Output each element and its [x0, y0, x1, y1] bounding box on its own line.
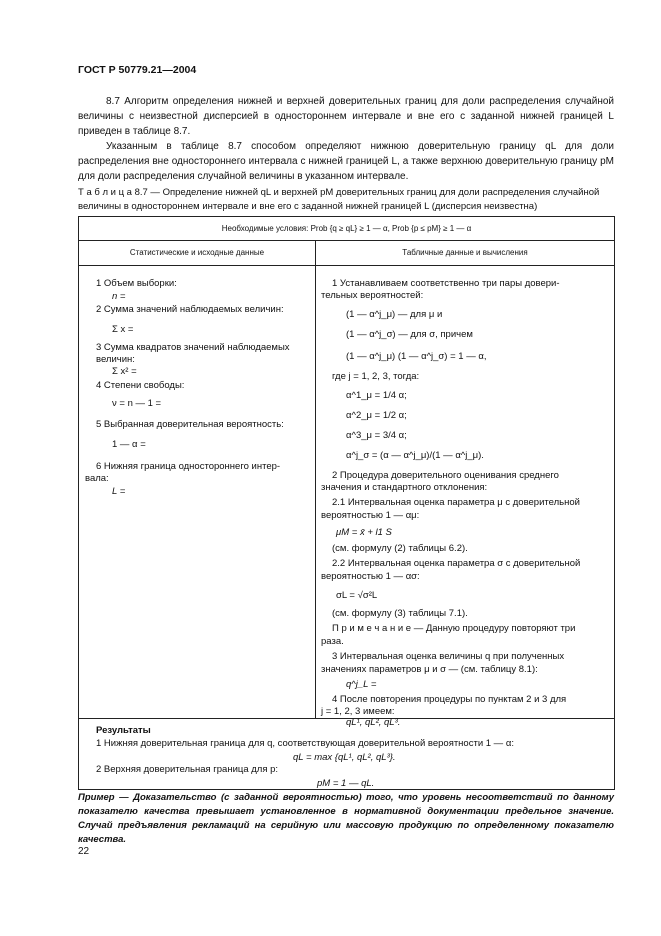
right-line: 3 Интервальная оценка величины q при полученных	[332, 651, 565, 662]
right-line: α^3_μ = 3/4 α;	[346, 430, 407, 441]
right-line: (1 — α^j_μ) — для μ и	[346, 309, 443, 320]
left-line: ν = n — 1 =	[112, 398, 162, 409]
right-line: σL = √σ²L	[336, 590, 378, 601]
results-heading: Результаты	[96, 725, 151, 736]
right-line: (1 — α^j_μ) (1 — α^j_σ) = 1 — α,	[346, 351, 487, 362]
right-line: α^1_μ = 1/4 α;	[346, 390, 407, 401]
right-line: α^2_μ = 1/2 α;	[346, 410, 407, 421]
results-line: 2 Верхняя доверительная граница для p:	[96, 764, 279, 775]
left-line: величин:	[96, 354, 135, 365]
right-line: значениях параметров μ и σ — (см. таблицу 8.1):	[321, 664, 538, 675]
right-line: вероятностью 1 — ασ:	[321, 571, 420, 582]
right-line: значения и стандартного отклонения:	[321, 482, 488, 493]
right-line: раза.	[321, 636, 344, 647]
left-line: Σ x² =	[112, 366, 137, 377]
left-line: 5 Выбранная доверительная вероятность:	[96, 419, 284, 430]
column-header-right: Табличные данные и вычисления	[316, 241, 615, 266]
right-line: μM = x̄ + l1 S	[336, 527, 392, 538]
left-column-cell	[79, 266, 316, 719]
left-line: Σ x =	[112, 324, 134, 335]
right-line: П р и м е ч а н и е — Данную процедуру повторяют три	[332, 623, 576, 634]
right-line: j = 1, 2, 3 имеем:	[321, 706, 395, 717]
left-line: 4 Степени свободы:	[96, 380, 185, 391]
table-8-7	[78, 216, 615, 790]
right-line: тельных вероятностей:	[321, 290, 424, 301]
results-line: 1 Нижняя доверительная граница для q, соответствующая доверительной вероятности 1 — α:	[96, 738, 514, 749]
right-line: α^j_σ = (α — α^j_μ)/(1 — α^j_μ).	[346, 450, 484, 461]
example-note: Пример — Доказательство (с заданной вероятностью) того, что уровень несоответствий по данному показателю качества превышает установленное в нормативной документации предельное значение. Случай предъявления рекламаций на серийную или массовую продукцию по определенному показателю качества.	[78, 792, 614, 845]
right-line: где j = 1, 2, 3, тогда:	[332, 371, 420, 382]
left-line: вала:	[85, 473, 109, 484]
results-formula: qL = max {qL¹, qL², qL³}.	[293, 752, 396, 763]
left-line: L =	[112, 486, 126, 497]
left-line: 3 Сумма квадратов значений наблюдаемых	[96, 342, 290, 353]
intro-paragraph-1: 8.7 Алгоритм определения нижней и верхней доверительных границ для доли распределения случайной величины с неизвестной дисперсией в одностороннем интервале и вне его с заданной нижней границей L приведен в таблице 8.7.	[78, 96, 614, 137]
results-formula: pM = 1 — qL.	[317, 778, 375, 789]
left-line: 1 — α =	[112, 439, 146, 450]
left-line: 2 Сумма значений наблюдаемых величин:	[96, 304, 284, 315]
right-line: 2.2 Интервальная оценка параметра σ с доверительной	[332, 558, 581, 569]
left-line: n =	[112, 291, 126, 302]
right-line: 1 Устанавливаем соответственно три пары довери-	[332, 278, 560, 289]
right-line: q^j_L =	[346, 679, 377, 690]
right-column-cell	[316, 266, 615, 728]
table-conditions: Необходимые условия: Prob {q ≥ qL} ≥ 1 — α, Prob {p ≤ pM} ≥ 1 — α	[79, 217, 615, 241]
column-header-left: Статистические и исходные данные	[79, 241, 316, 266]
left-line: 6 Нижняя граница одностороннего интер-	[96, 461, 281, 472]
right-line: вероятностью 1 — αμ:	[321, 510, 420, 521]
document-header: ГОСТ Р 50779.21—2004	[78, 64, 197, 76]
right-line: 2.1 Интервальная оценка параметра μ с доверительной	[332, 497, 580, 508]
right-line: qL¹, qL², qL³.	[346, 717, 401, 728]
page-number: 22	[78, 846, 90, 857]
results-cell	[79, 719, 615, 790]
right-line: (см. формулу (3) таблицы 7.1).	[332, 608, 468, 619]
right-line: 2 Процедура доверительного оценивания среднего	[332, 470, 559, 481]
right-line: (1 — α^j_σ) — для σ, причем	[346, 329, 473, 340]
table-caption: Т а б л и ц а 8.7 — Определение нижней qL и верхней pM доверительных границ для доли распределения случайной величины в одностороннем интервале и вне его с заданной нижней границей L (дисперсия неизвестна)	[78, 187, 600, 212]
left-line: 1 Объем выборки:	[96, 278, 177, 289]
right-line: (см. формулу (2) таблицы 6.2).	[332, 543, 468, 554]
right-line: 4 После повторения процедуры по пунктам 2 и 3 для	[332, 694, 567, 705]
intro-paragraph-2: Указанным в таблице 8.7 способом определяют нижнюю доверительную границу qL для доли распределения вне одностороннего интервала с нижней границей L, а также верхнюю доверительную границу pM для доли распределения случайной величины в указанном интервале.	[78, 141, 614, 182]
